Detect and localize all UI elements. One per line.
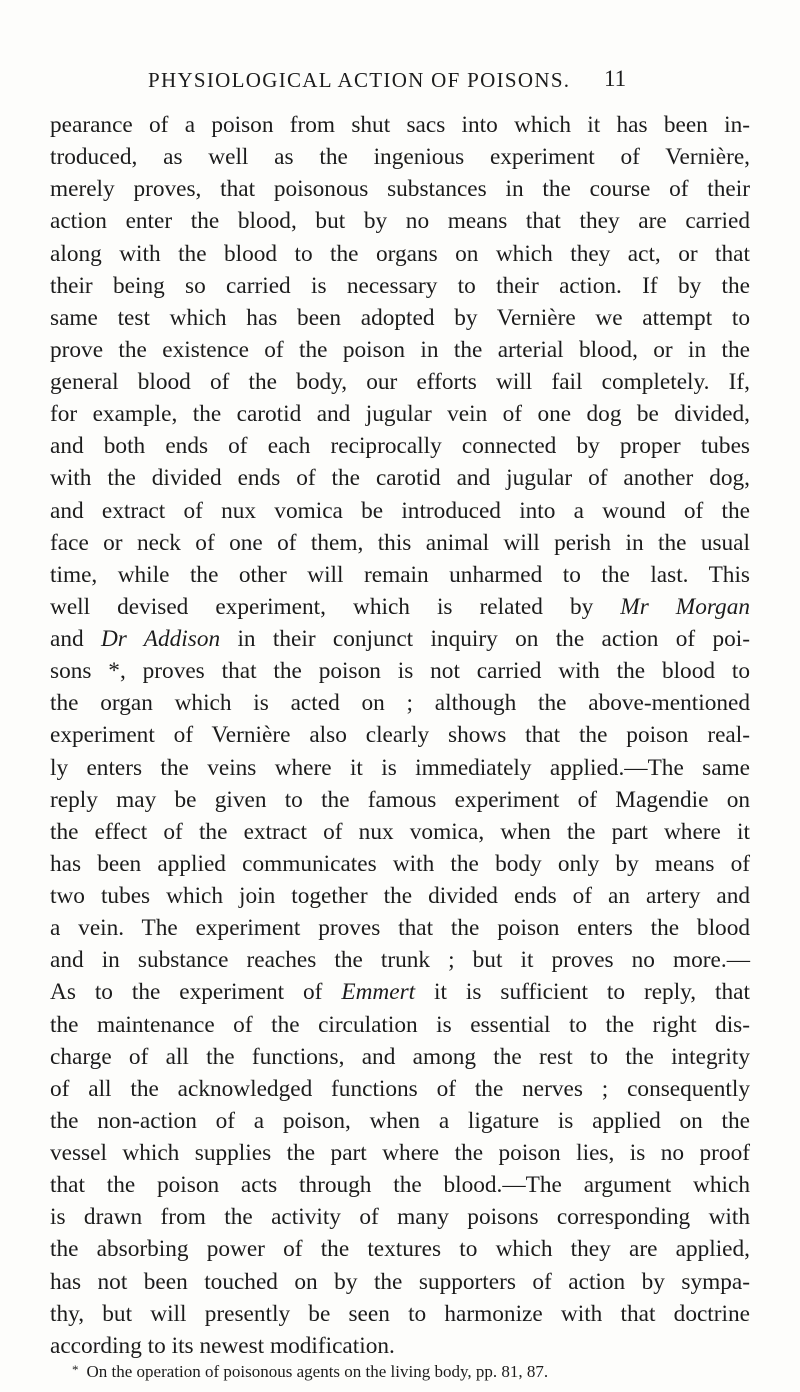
text-line: thy, but will presently be seen to harmonize with that doctrine [50, 1300, 750, 1327]
text-line: experiment of Vernière also clearly shows that the poison real- [50, 722, 750, 749]
text-line: is drawn from the activity of many poisons corresponding with [50, 1204, 750, 1231]
text-line: has been applied communicates with the body only by means of [50, 850, 750, 877]
text-line: the non-action of a poison, when a ligature is applied on the [50, 1107, 750, 1134]
text-line: pearance of a poison from shut sacs into which it has been in- [50, 112, 750, 138]
text-line: along with the blood to the organs on which they act, or that [50, 240, 750, 267]
text-line: action enter the blood, but by no means that they are carried [50, 208, 750, 235]
text-line: their being so carried is necessary to their action. If by the [50, 272, 750, 299]
text-line: and extract of nux vomica be introduced into a wound of the [50, 497, 750, 524]
text-line: the maintenance of the circulation is essential to the right dis- [50, 1011, 750, 1038]
text-line: ly enters the veins where it is immediately applied.—The same [50, 754, 750, 781]
text-fragment: and [50, 626, 84, 652]
footnote-text: On the operation of poisonous agents on the living body, pp. 81, 87. [86, 1362, 549, 1381]
author-name-italic: Mr Morgan [620, 593, 751, 620]
text-line: the effect of the extract of nux vomica, when the part where it [50, 818, 750, 845]
text-line: according to its newest modification. [50, 1332, 395, 1359]
text-line: charge of all the functions, and among the rest to the integrity [50, 1043, 750, 1070]
footnote [72, 1362, 752, 1382]
text-line: vessel which supplies the part where the poison lies, is no proof [50, 1140, 750, 1166]
text-line: two tubes which join together the divided ends of an artery and [50, 883, 750, 909]
author-name-italic: Emmert [341, 979, 416, 1006]
footnote-marker: * [72, 1362, 79, 1377]
text-fragment: As to the experiment of [50, 979, 323, 1006]
text-line: the absorbing power of the textures to which they are applied, [50, 1236, 750, 1263]
text-line: for example, the carotid and jugular vein of one dog be divided, [50, 401, 750, 428]
text-line: that the poison acts through the blood.—The argument which [50, 1172, 750, 1199]
text-line: has not been touched on by the supporters of action by sympa- [50, 1268, 750, 1295]
text-line [50, 976, 750, 1008]
page-number: 11 [604, 66, 627, 91]
text-line [50, 623, 750, 655]
text-fragment: it is sufficient to reply, that [434, 979, 750, 1006]
text-line: the organ which is acted on ; although the above-mentioned [50, 690, 750, 717]
author-name-italic: Dr Addison [100, 626, 221, 652]
text-line: prove the existence of the poison in the arterial blood, or in the [50, 336, 750, 363]
running-title: PHYSIOLOGICAL ACTION OF POISONS. [148, 68, 571, 92]
text-line: reply may be given to the famous experiment of Magendie on [50, 786, 750, 813]
text-line: face or neck of one of them, this animal will perish in the usual [50, 529, 750, 556]
text-line: general blood of the body, our efforts will fail completely. If, [50, 369, 750, 395]
text-line: same test which has been adopted by Vernière we attempt to [50, 304, 750, 331]
text-fragment: in their conjunct inquiry on the action of poi- [237, 626, 750, 652]
text-line: and both ends of each reciprocally connected by proper tubes [50, 433, 750, 460]
text-line: with the divided ends of the carotid and jugular of another dog, [50, 465, 750, 492]
text-line: of all the acknowledged functions of the nerves ; consequently [50, 1075, 750, 1102]
text-fragment: well devised experiment, which is related by [50, 593, 594, 620]
text-line: troduced, as well as the ingenious experiment of Vernière, [50, 144, 750, 171]
body-text [50, 109, 750, 1362]
text-line: time, while the other will remain unharmed to the last. This [50, 561, 750, 588]
text-line: merely proves, that poisonous substances in the course of their [50, 176, 750, 203]
text-line: sons *, proves that the poison is not carried with the blood to [50, 658, 750, 685]
text-line: and in substance reaches the trunk ; but it proves no more.— [50, 947, 750, 974]
text-line: a vein. The experiment proves that the poison enters the blood [50, 915, 750, 942]
text-line [50, 591, 750, 623]
